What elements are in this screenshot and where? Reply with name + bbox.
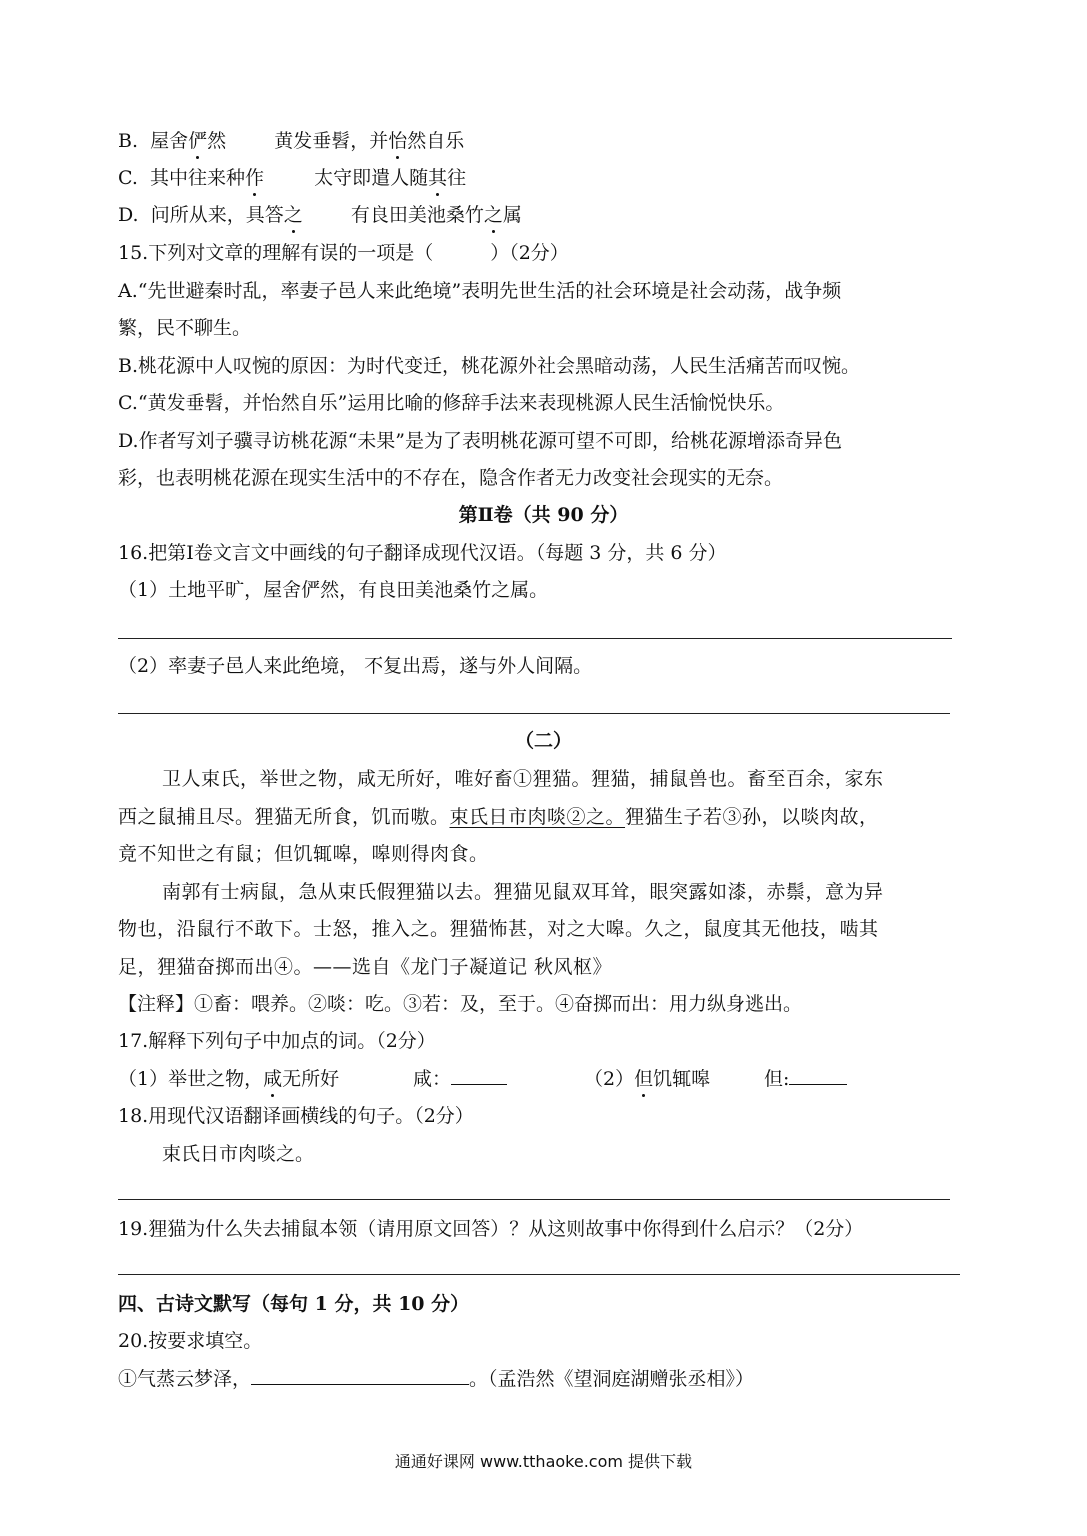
q15-option-d-line2: 彩，也表明桃花源在现实生活中的不存在，隐含作者无力改变社会现实的无奈。 (118, 467, 784, 489)
passage-p1-line2: 西之鼠捕且尽。狸猫无所食，饥而嗷。束氏日市肉啖②之。狸猫生子若③孙，以啖肉故， (118, 806, 879, 828)
passage-p1-line1: 卫人束氏，举世之物，咸无所好，唯好畜①狸猫。狸猫，捕鼠兽也。畜至百余，家东 (162, 768, 884, 790)
q16-stem: 16.把第Ⅰ卷文言文中画线的句子翻译成现代汉语。（每题 3 分，共 6 分） (118, 542, 727, 564)
part2-title: 第Ⅱ卷（共 90 分） (458, 504, 629, 526)
underlined-sentence: 束氏日市肉啖②之。 (449, 806, 626, 828)
q15-stem: 15.下列对文章的理解有误的一项是（ ）（2分） (118, 242, 569, 264)
passage-p2-line1: 南郭有士病鼠，急从束氏假狸猫以去。狸猫见鼠双耳耸，眼突露如漆，赤鬃，意为异 (162, 881, 884, 903)
q16-answer-line-1[interactable] (118, 638, 952, 639)
passage-notes: 【注释】①畜：喂养。②啖：吃。③若：及，至于。④奋掷而出：用力纵身逃出。 (118, 993, 803, 1015)
q15-option-b: B.桃花源中人叹惋的原因：为时代变迁，桃花源外社会黑暗动荡，人民生活痛苦而叹惋。 (118, 355, 861, 377)
q17-item-2: （2）但饥辄嗥 (584, 1068, 711, 1090)
q17-blank-1[interactable] (451, 1066, 507, 1085)
q18-answer-line[interactable] (118, 1199, 950, 1200)
q15-option-a-line2: 繁，民不聊生。 (118, 317, 252, 339)
q17-stem: 17.解释下列句子中加点的词。（2分） (118, 1030, 436, 1052)
q20-stem: 20.按要求填空。 (118, 1330, 263, 1352)
q17-blank-2[interactable] (789, 1066, 847, 1085)
passage-p1-line3: 竟不知世之有鼠；但饥辄嗥，嗥则得肉食。 (118, 843, 489, 865)
q15-option-a-line1: A.“先世避秦时乱，率妻子邑人来此绝境”表明先世生活的社会环境是社会动荡，战争频 (118, 280, 842, 302)
section4-title: 四、古诗文默写（每句 1 分，共 10 分） (118, 1293, 470, 1315)
q15-option-c: C.“黄发垂髫，并怡然自乐”运用比喻的修辞手法来表现桃源人民生活愉悦快乐。 (118, 392, 785, 414)
passage-p2-line2: 物也，沿鼠行不敢下。士怒，推入之。狸猫怖甚，对之大嗥。久之，鼠度其无他技，啮其 (118, 918, 879, 940)
q19-stem: 19.狸猫为什么失去捕鼠本领（请用原文回答）？从这则故事中你得到什么启示？（2分） (118, 1218, 864, 1240)
page-footer: 通通好课网 www.tthaoke.com 提供下载 (394, 1452, 693, 1471)
q19-answer-line[interactable] (118, 1274, 960, 1275)
q17-item-1-answer: 咸： (413, 1066, 507, 1092)
section2-title: （二） (514, 730, 572, 752)
q20-item-1: ①气蒸云梦泽， 。（孟浩然《望洞庭湖赠张丞相》） (118, 1368, 755, 1390)
q17-item-2-answer: 但: (764, 1066, 847, 1092)
q14-option-b: B. 屋舍俨然 黄发垂髫，并怡然自乐 (118, 130, 465, 152)
q14-option-d: D. 问所从来，具答之 有良田美池桑竹之属 (118, 204, 522, 226)
q16-sentence-1: （1）土地平旷，屋舍俨然，有良田美池桑竹之属。 (118, 579, 549, 601)
passage-p2-line3: 足，狸猫奋掷而出④。——选自《龙门子凝道记 秋风枢》 (118, 956, 613, 978)
q20-blank-1[interactable] (251, 1366, 469, 1385)
q18-stem: 18.用现代汉语翻译画横线的句子。（2分） (118, 1105, 474, 1127)
q16-sentence-2: （2）率妻子邑人来此绝境， 不复出焉，遂与外人间隔。 (118, 655, 593, 677)
q16-answer-line-2[interactable] (118, 713, 950, 714)
q14-option-c: C. 其中往来种作 太守即遣人随其往 (118, 167, 467, 189)
q15-option-d-line1: D.作者写刘子骥寻访桃花源“未果”是为了表明桃花源可望不可即，给桃花源增添奇异色 (118, 430, 843, 452)
q18-sentence: 束氏日市肉啖之。 (162, 1143, 315, 1165)
q17-item-1: （1）举世之物，咸无所好 (118, 1068, 340, 1090)
